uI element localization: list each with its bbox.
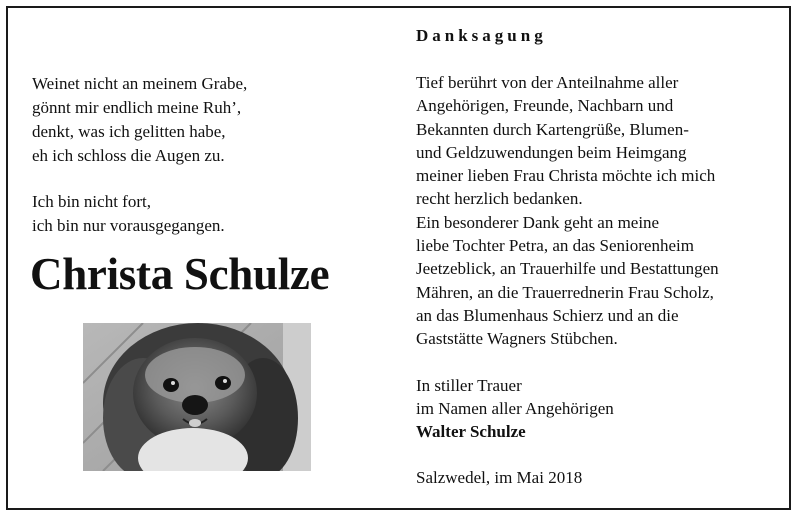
signer-name: Walter Schulze [416,422,526,442]
thanks-line: recht herzlich bedanken. [416,189,583,209]
deceased-name: Christa Schulze [30,249,330,299]
poem-line: denkt, was ich gelitten habe, [32,122,226,141]
thanks-line: liebe Tochter Petra, an das Seniorenheim [416,236,694,256]
dog-photo [83,323,311,471]
poem-line: Weinet nicht an meinem Grabe, [32,74,248,93]
poem-block [32,72,382,238]
thanks-line: Angehörigen, Freunde, Nachbarn und [416,96,674,116]
thanks-line: an das Blumenhaus Schierz und an die [416,305,679,325]
closing-line: In stiller Trauer [416,375,522,395]
closing-block [416,374,776,444]
poem-line: Ich bin nicht fort, [32,192,151,211]
thanks-block [416,24,776,443]
thanks-text [416,71,776,351]
thanks-line: Gaststätte Wagners Stübchen. [416,329,618,349]
thanks-line: Ein besonderer Dank geht an meine [416,212,660,232]
thanks-heading: Danksagung [416,26,547,45]
poem-line: eh ich schloss die Augen zu. [32,146,225,165]
thanks-line: Tief berührt von der Anteilnahme aller [416,73,679,92]
thanks-line: Mähren, an die Trauerrednerin Frau Scholz, [416,282,714,302]
place-date: Salzwedel, im Mai 2018 [416,468,583,487]
thanks-line: meiner lieben Frau Christa möchte ich mich [416,166,716,186]
poem [32,72,382,238]
closing-line: im Namen aller Angehörigen [416,398,614,418]
thanks-line: und Geldzuwendungen beim Heimgang [416,142,687,162]
thanks-line: Bekannten durch Kartengrüße, Blumen- [416,119,689,139]
thanks-line: Jeetzeblick, an Trauerhilfe und Bestattungen [416,259,719,279]
poem-line: ich bin nur vorausgegangen. [32,216,225,235]
poem-line: gönnt mir endlich meine Ruh’, [32,98,242,117]
